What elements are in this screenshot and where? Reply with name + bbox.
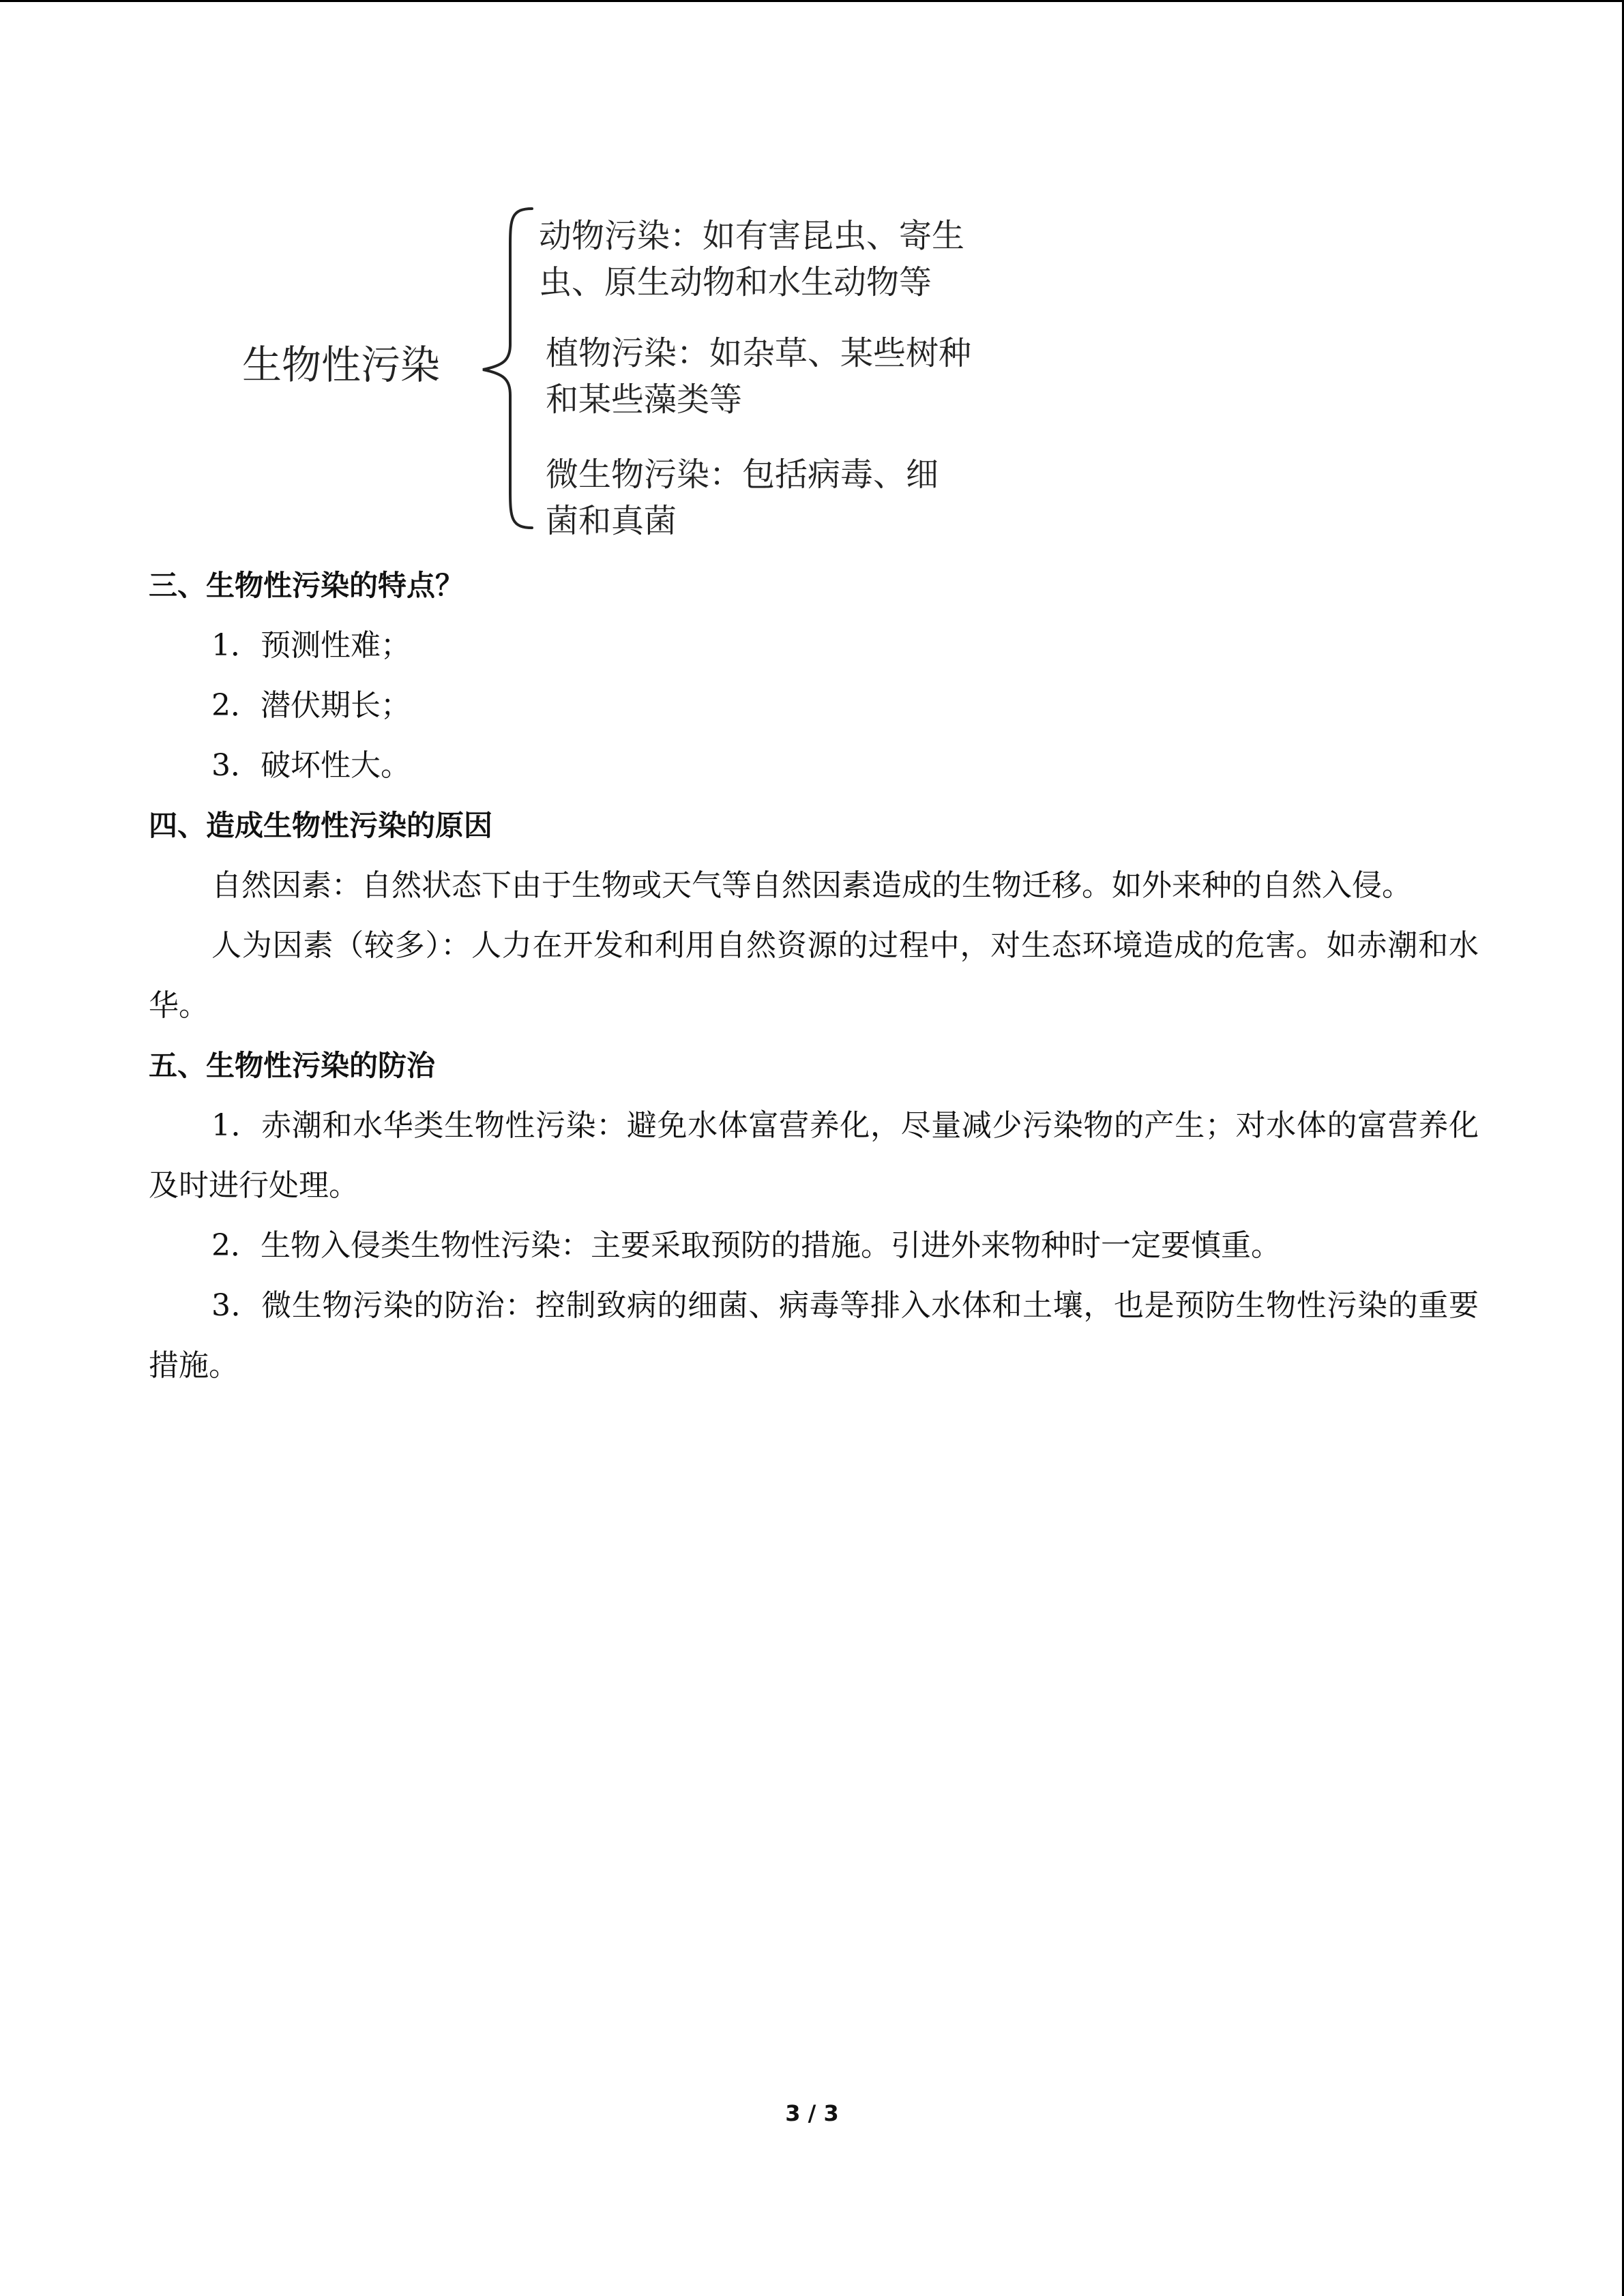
diagram-root-label: 生物性污染 bbox=[242, 342, 441, 388]
branch-line: 虫、原生动物和水生动物等 bbox=[539, 263, 932, 301]
classification-diagram bbox=[0, 0, 1624, 546]
section-prevention bbox=[149, 1036, 1479, 1396]
paragraph: 3．微生物污染的防治：控制致病的细菌、病毒等排入水体和土壤，也是预防生物性污染的重要措施。 bbox=[149, 1288, 1479, 1383]
diagram-branch-animal bbox=[539, 213, 964, 305]
diagram-branch-plant bbox=[546, 330, 971, 423]
list-item: 3．破坏性大。 bbox=[211, 748, 411, 783]
branch-line: 微生物污染：包括病毒、细 bbox=[546, 456, 939, 494]
paragraph: 1．赤潮和水华类生物性污染：避免水体富营养化，尽量减少污染物的产生；对水体的富营养化及时进行处理。 bbox=[149, 1108, 1479, 1203]
section-causes bbox=[149, 796, 1479, 1036]
section-characteristics bbox=[149, 556, 1479, 796]
document-body bbox=[149, 556, 1479, 1396]
branch-line: 菌和真菌 bbox=[546, 502, 677, 540]
section-heading: 四、造成生物性污染的原因 bbox=[149, 809, 493, 842]
curly-brace-icon bbox=[477, 205, 539, 532]
paragraph: 自然因素：自然状态下由于生物或天气等自然因素造成的生物迁移。如外来种的自然入侵。 bbox=[211, 868, 1412, 903]
branch-line: 动物污染：如有害昆虫、寄生 bbox=[539, 217, 965, 255]
section-heading: 三、生物性污染的特点？ bbox=[149, 569, 464, 602]
section-heading: 五、生物性污染的防治 bbox=[149, 1049, 436, 1082]
branch-line: 植物污染：如杂草、某些树种 bbox=[546, 334, 972, 372]
branch-line: 和某些藻类等 bbox=[546, 381, 743, 419]
paragraph: 2．生物入侵类生物性污染：主要采取预防的措施。引进外来物种时一定要慎重。 bbox=[211, 1228, 1281, 1263]
list-item: 1．预测性难； bbox=[211, 628, 411, 663]
list-item: 2．潜伏期长； bbox=[211, 688, 411, 723]
diagram-branch-microbe bbox=[546, 451, 939, 544]
page-number: 3 / 3 bbox=[785, 2100, 839, 2126]
paragraph: 人为因素（较多）：人力在开发和利用自然资源的过程中，对生态环境造成的危害。如赤潮和水华。 bbox=[149, 928, 1479, 1023]
